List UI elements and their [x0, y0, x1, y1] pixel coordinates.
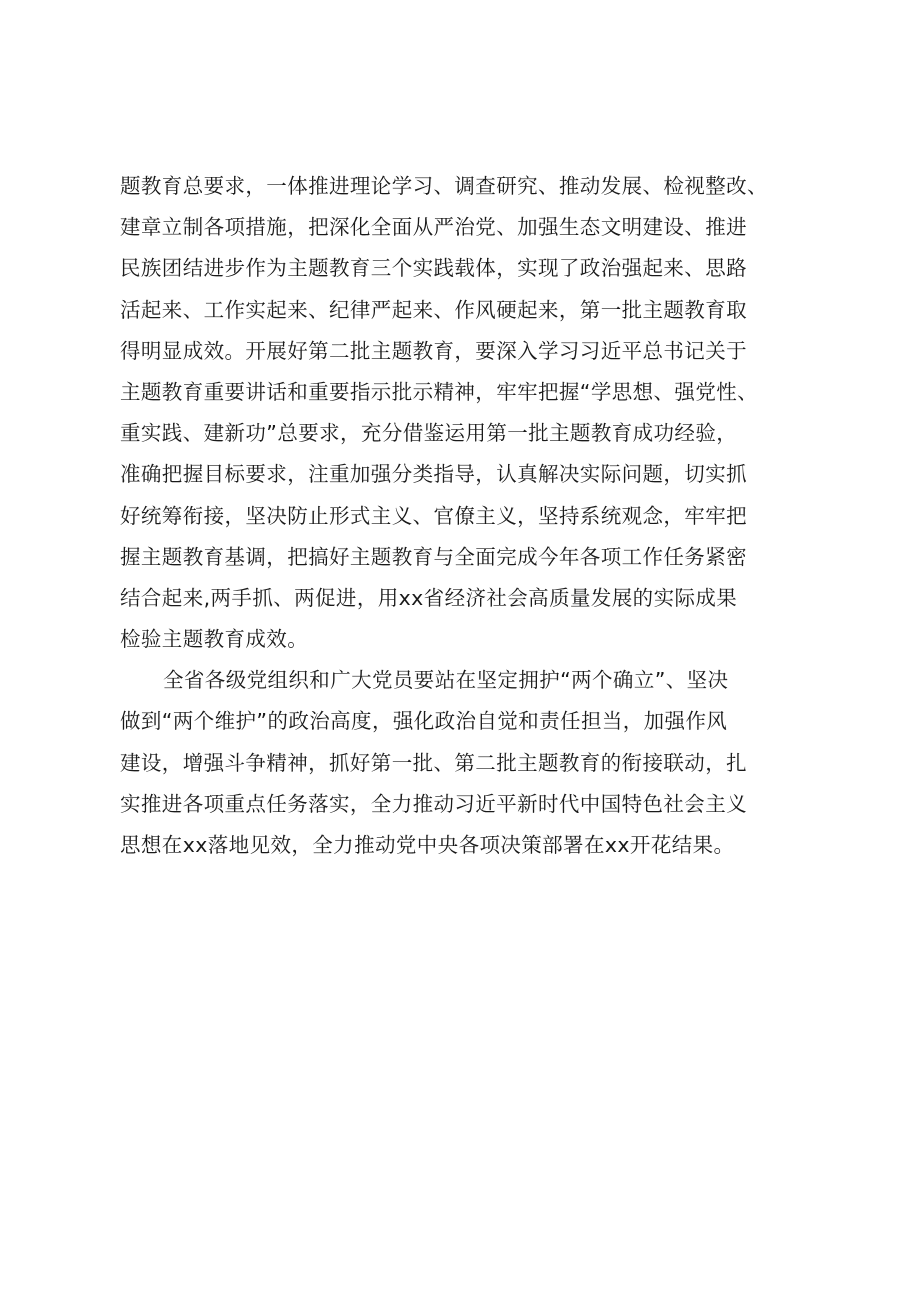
document-body	[120, 166, 830, 866]
text-line: 建设，增强斗争精神，抓好第一批、第二批主题教育的衔接联动，扎	[120, 750, 747, 775]
paragraph	[120, 660, 830, 866]
text-line: 思想在xx落地见效，全力推动党中央各项决策部署在xx开花结果。	[120, 833, 735, 857]
text-line: 检验主题教育成效。	[120, 627, 309, 652]
paragraph	[120, 166, 830, 660]
text-line: 实推进各项重点任务落实，全力推动习近平新时代中国特色社会主义	[120, 791, 747, 816]
text-line: 结合起来,两手抓、两促进，用xx省经济社会高质量发展的实际成果	[120, 585, 738, 610]
text-line: 全省各级党组织和广大党员要站在坚定拥护“两个确立”、坚决	[163, 668, 729, 693]
text-line: 民族团结进步作为主题教育三个实践载体，实现了政治强起来、思路	[120, 256, 747, 281]
text-line: 重实践、建新功”总要求，充分借鉴运用第一批主题教育成功经验，	[120, 421, 738, 446]
text-line: 握主题教育基调，把搞好主题教育与全面完成今年各项工作任务紧密	[120, 544, 747, 569]
text-line: 题教育总要求，一体推进理论学习、调查研究、推动发展、检视整改、	[120, 174, 768, 198]
text-line: 好统筹衔接，坚决防止形式主义、官僚主义，坚持系统观念，牢牢把	[120, 503, 747, 528]
text-line: 得明显成效。开展好第二批主题教育，要深入学习习近平总书记关于	[120, 338, 747, 363]
text-line: 准确把握目标要求，注重加强分类指导，认真解决实际问题，切实抓	[120, 462, 747, 487]
text-line: 做到“两个维护”的政治高度，强化政治自觉和责任担当，加强作风	[120, 709, 728, 734]
text-line: 活起来、工作实起来、纪律严起来、作风硬起来，第一批主题教育取	[120, 297, 747, 322]
text-line: 建章立制各项措施，把深化全面从严治党、加强生态文明建设、推进	[120, 215, 747, 240]
text-line: 主题教育重要讲话和重要指示批示精神，牢牢把握“学思想、强党性、	[120, 379, 759, 404]
